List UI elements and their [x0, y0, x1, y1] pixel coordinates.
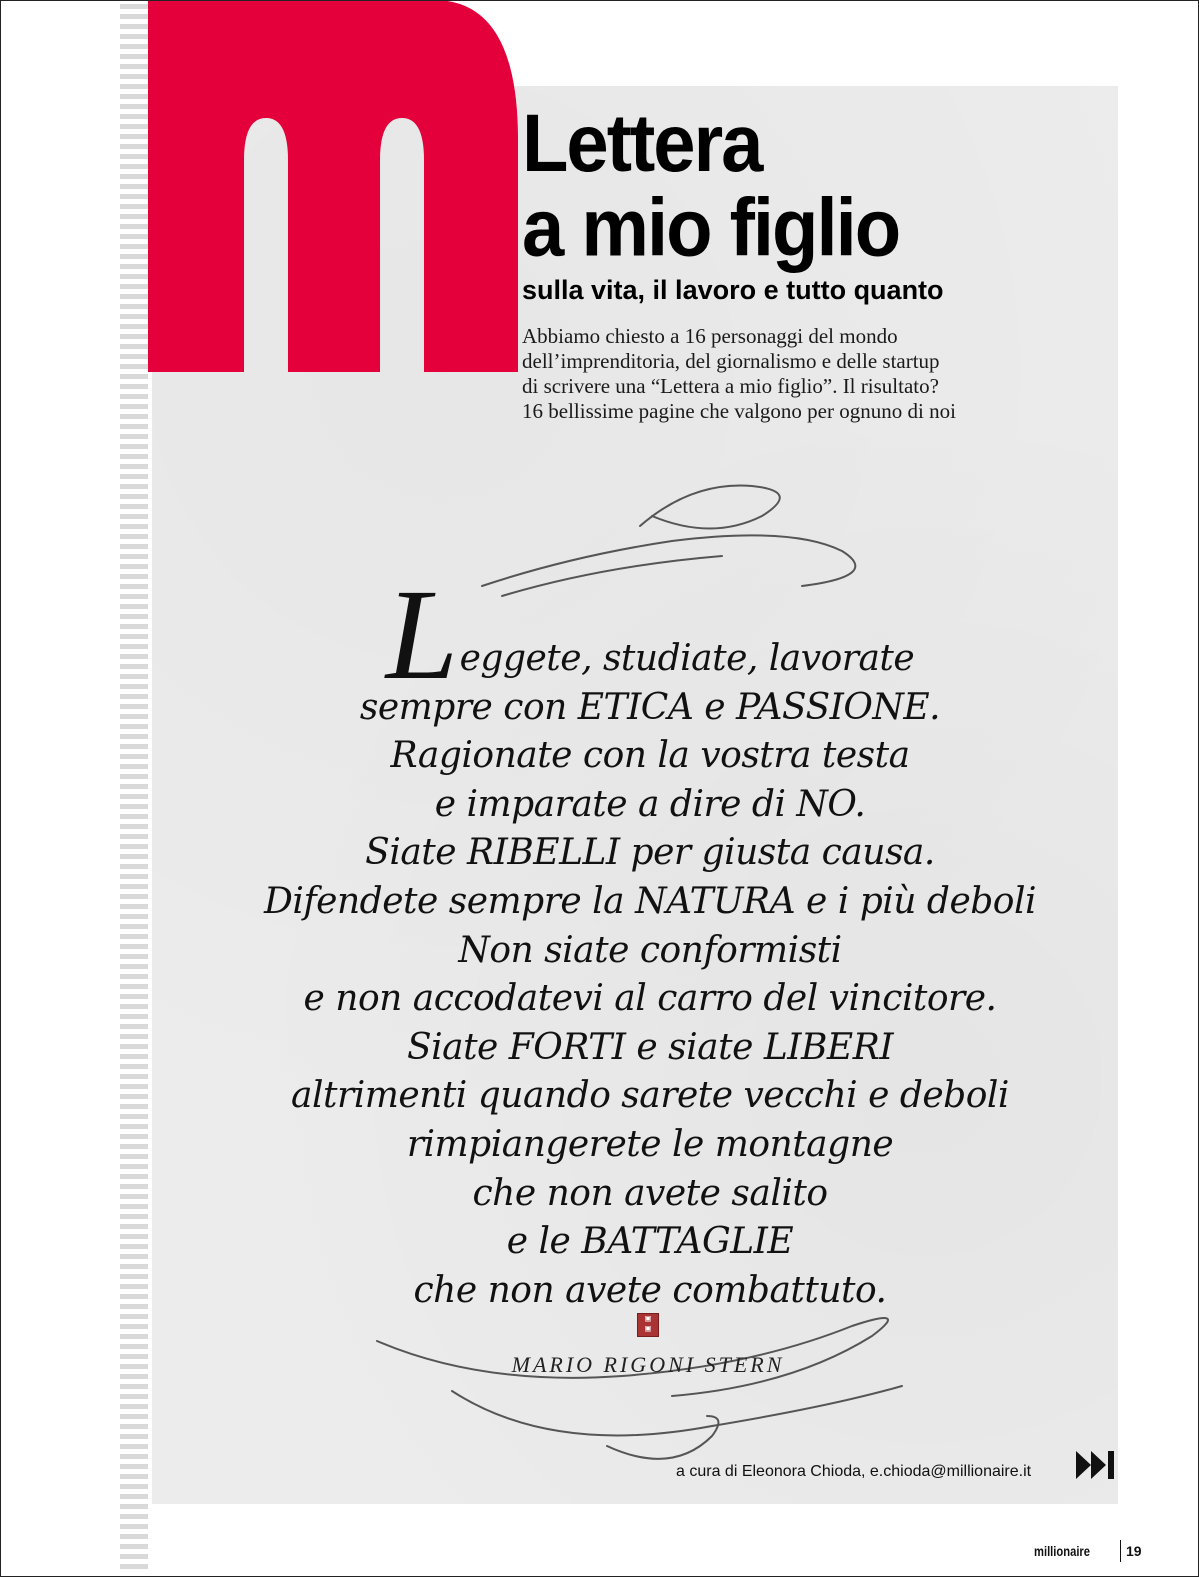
title-line-2: a mio figlio: [522, 181, 900, 274]
letter-line: e non accodatevi al carro del vincitore.: [303, 978, 997, 1020]
artist-seal-icon: ▣ ▣: [637, 1313, 659, 1337]
magazine-logo-m: [148, 0, 518, 372]
intro-line: Abbiamo chiesto a 16 personaggi del mondo: [522, 324, 898, 348]
intro-paragraph: [522, 324, 1082, 424]
drop-cap: L: [385, 563, 458, 707]
intro-line: dell’imprenditoria, del giornalismo e delle startup: [522, 349, 940, 373]
page-edge-stripes: [120, 4, 148, 1574]
letter-line: Ragionate con la vostra testa: [390, 735, 910, 777]
footer-brand: millionaire: [1034, 1543, 1091, 1559]
letter-line: sempre con ETICA e PASSIONE.: [359, 686, 941, 728]
letter-line: che non avete salito: [472, 1172, 828, 1214]
fast-forward-icon[interactable]: [1076, 1449, 1116, 1481]
page-number: 19: [1126, 1543, 1142, 1559]
calligraphy-letter: [230, 563, 1070, 1315]
letter-line: e imparate a dire di NO.: [434, 783, 866, 825]
letter-line: Siate RIBELLI per giusta causa.: [365, 832, 935, 874]
letter-signature: MARIO RIGONI STERN: [511, 1352, 785, 1377]
title-line-1: Lettera: [522, 97, 762, 190]
editor-credit: a cura di Eleonora Chioda, e.chioda@millionaire.it: [676, 1463, 1032, 1480]
letter-line: che non avete combattuto.: [413, 1269, 887, 1311]
letter-first-line: eggete, studiate, lavorate: [459, 638, 915, 679]
footer-divider: [1120, 1540, 1121, 1562]
letter-line: Siate FORTI e siate LIBERI: [406, 1026, 894, 1068]
letter-line: e le BATTAGLIE: [506, 1221, 794, 1263]
letter-line: Difendete sempre la NATURA e i più deboli: [263, 880, 1036, 922]
intro-line: 16 bellissime pagine che valgono per ognuno di noi: [522, 399, 956, 423]
letter-line: altrimenti quando sarete vecchi e deboli: [291, 1075, 1009, 1117]
article-title: [522, 97, 900, 274]
article-subtitle: sulla vita, il lavoro e tutto quanto: [522, 275, 944, 305]
letter-line: Non siate conformisti: [458, 929, 842, 971]
letter-line: rimpiangerete le montagne: [406, 1123, 894, 1165]
intro-line: di scrivere una “Lettera a mio figlio”. Il risultato?: [522, 374, 939, 398]
